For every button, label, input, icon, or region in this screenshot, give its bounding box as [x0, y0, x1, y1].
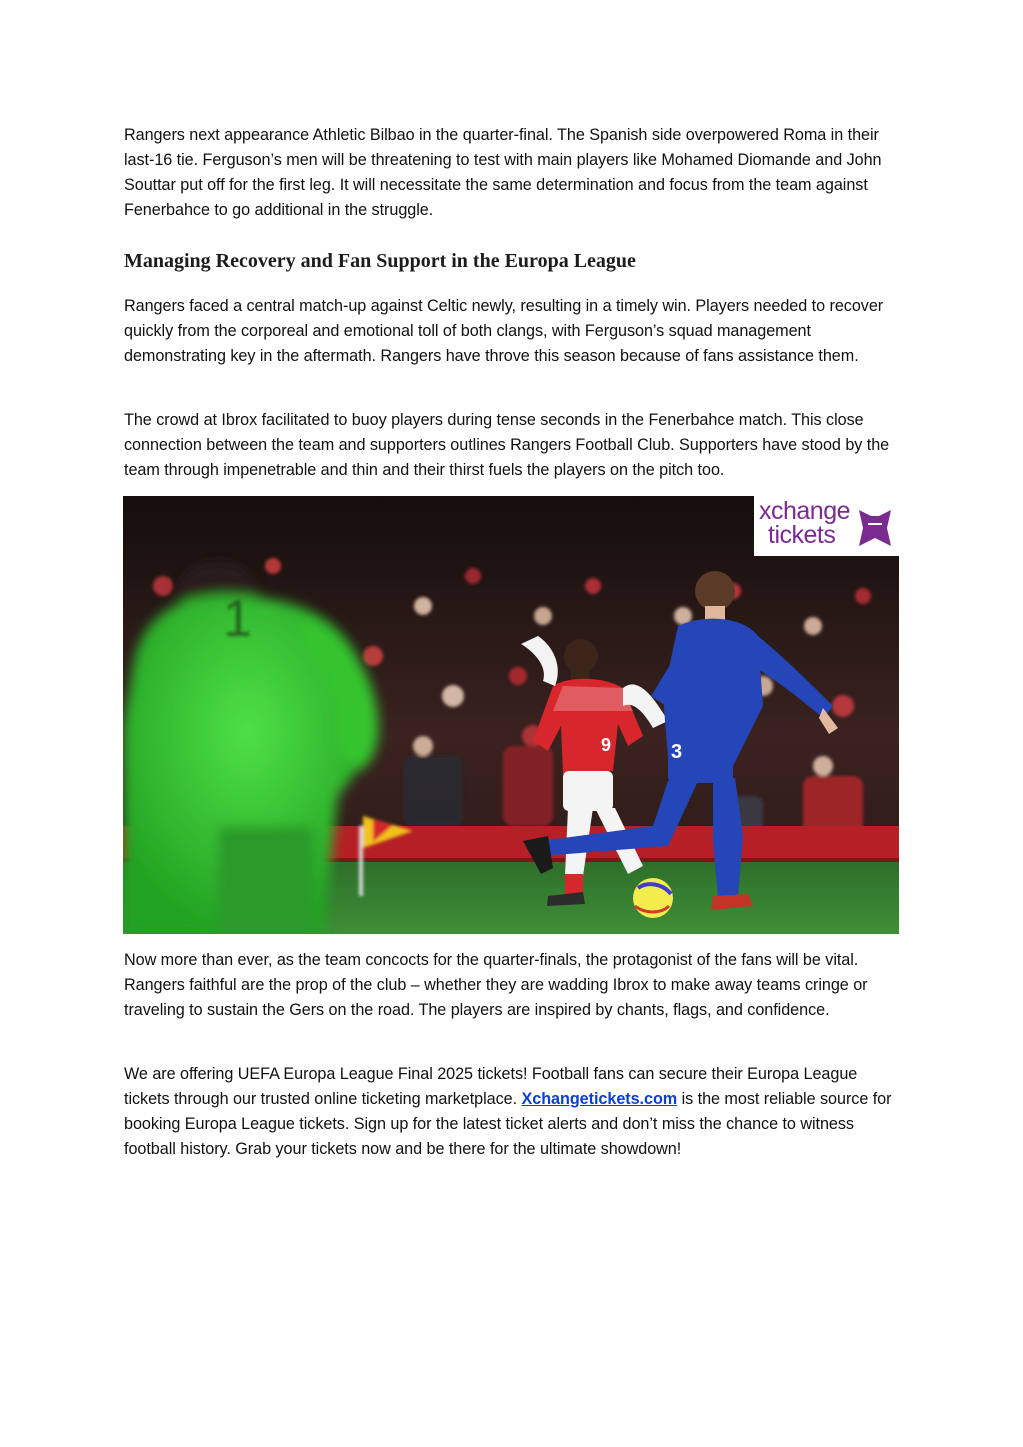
logo-text-tickets: tickets	[768, 521, 836, 549]
xchange-tickets-logo	[754, 496, 899, 556]
paragraph-fans-role: Now more than ever, as the team concocts for the quarter-finals, the protagonist of the fans will be vital. Rangers faithful are the prop of the club – whether they are wadding Ibrox to make away teams cringe or traveling to sustain the Gers on the road. The players are inspired by chants, flags, and confidence.	[124, 951, 868, 1019]
football-match-photo	[123, 496, 899, 934]
offer-text-start: We are offering UEFA Europa League Final 2025 tickets! Football fans can secure their Europa League tickets through our trusted online ticketing marketplace.	[124, 1065, 858, 1108]
paragraph-ticket-offer	[124, 1062, 900, 1162]
xchangetickets-link[interactable]: Xchangetickets.com	[521, 1090, 678, 1108]
logo-text-xchange: xchange	[759, 497, 851, 525]
paragraph-quarter-final-preview: Rangers next appearance Athletic Bilbao in the quarter-final. The Spanish side overpowered Roma in their last-16 tie. Ferguson’s men will be threatening to test with main players like Mohamed Diomande and John Souttar put off for the first leg. It will necessitate the same determination and focus from the team against Fenerbahce to go additional in the struggle.	[124, 126, 882, 219]
ticket-icon	[857, 506, 893, 548]
striker-number: 9	[601, 735, 612, 755]
paragraph-celtic-match: Rangers faced a central match-up against Celtic newly, resulting in a timely win. Players needed to recover quickly from the corporeal and emotional toll of both clangs, with Ferguson’s squad management demonstrating key in the aftermath. Rangers have throve this season because of fans assistance them.	[124, 297, 884, 365]
match-scene-illustration	[123, 496, 899, 934]
keeper-number: 1	[223, 590, 252, 648]
defender-number: 3	[671, 741, 683, 763]
offer-text-end: is the most reliable source for booking Europa League tickets. Sign up for the latest ticket alerts and don’t miss the chance to witness football history. Grab your tickets now and be there for the ultimate showdown!	[124, 1090, 892, 1158]
section-heading: Managing Recovery and Fan Support in the Europa League	[124, 250, 636, 272]
paragraph-ibrox-crowd: The crowd at Ibrox facilitated to buoy players during tense seconds in the Fenerbahce match. This close connection between the team and supporters outlines Rangers Football Club. Supporters have stood by the team through impenetrable and thin and their thirst fuels the players on the pitch too.	[124, 411, 890, 479]
